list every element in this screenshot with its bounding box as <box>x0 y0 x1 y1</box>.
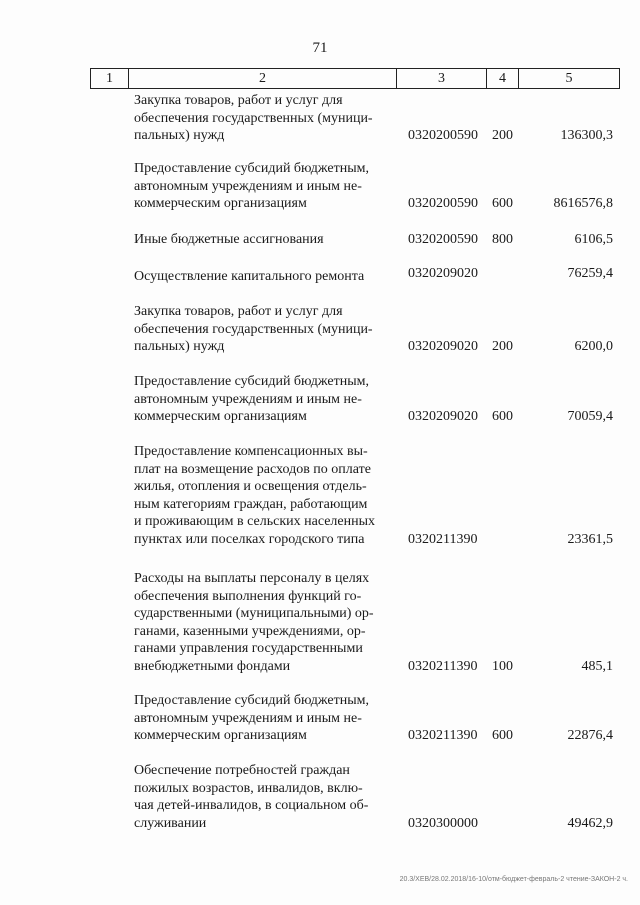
header-col-2: 2 <box>128 69 396 88</box>
row-code: 0320200590 <box>408 128 478 143</box>
row-amount: 485,1 <box>581 659 613 674</box>
row-code: 0320209020 <box>408 266 478 281</box>
row-name: Предоставление субсидий бюджетным, автономным учреждениям и иным не- коммерческим организациям <box>134 161 370 211</box>
row-name: Обеспечение потребностей граждан пожилых возрастов, инвалидов, вклю- чая детей-инвалидов, в социальном об- служивании <box>134 763 369 831</box>
row-code: 0320300000 <box>408 816 478 831</box>
row-amount: 6200,0 <box>574 339 613 354</box>
header-col-3: 3 <box>396 69 486 88</box>
footer-file-path: 20.3/ХЕВ/28.02.2018/16-10/отм-бюджет-февраль-2 чтение-ЗАКОН-2 ч. <box>399 876 628 883</box>
row-code: 0320209020 <box>408 339 478 354</box>
row-code: 0320211390 <box>408 728 478 743</box>
header-col-1: 1 <box>90 69 128 88</box>
row-name: Осуществление капитального ремонта <box>134 269 365 284</box>
header-col-4: 4 <box>486 69 518 88</box>
row-vr: 600 <box>492 728 513 743</box>
row-amount: 22876,4 <box>567 728 613 743</box>
row-amount: 23361,5 <box>567 532 613 547</box>
row-code: 0320211390 <box>408 659 478 674</box>
row-amount: 8616576,8 <box>553 196 613 211</box>
row-vr: 800 <box>492 232 513 247</box>
row-amount: 70059,4 <box>567 409 613 424</box>
row-name: Закупка товаров, работ и услуг для обеспечения государственных (муници- пальных) нужд <box>134 93 373 143</box>
row-amount: 6106,5 <box>574 232 613 247</box>
row-vr: 200 <box>492 339 513 354</box>
row-name: Предоставление субсидий бюджетным, автономным учреждениям и иным не- коммерческим организациям <box>134 693 370 743</box>
row-name: Расходы на выплаты персоналу в целях обеспечения выполнения функций го- сударственными (муниципальными) ор- ганами, казенными учреждениями, ор- ганами управления государственными внебюджетными фондами <box>134 571 374 674</box>
row-name: Предоставление субсидий бюджетным, автономным учреждениям и иным не- коммерческим организациям <box>134 374 370 424</box>
row-code: 0320200590 <box>408 196 478 211</box>
row-code: 0320211390 <box>408 532 478 547</box>
header-col-5: 5 <box>518 69 620 88</box>
row-amount: 136300,3 <box>560 128 613 143</box>
row-code: 0320200590 <box>408 232 478 247</box>
row-name: Иные бюджетные ассигнования <box>134 232 324 247</box>
row-vr: 200 <box>492 128 513 143</box>
row-vr: 600 <box>492 196 513 211</box>
row-vr: 100 <box>492 659 513 674</box>
row-amount: 49462,9 <box>567 816 613 831</box>
row-vr: 600 <box>492 409 513 424</box>
row-amount: 76259,4 <box>567 266 613 281</box>
row-code: 0320209020 <box>408 409 478 424</box>
row-name: Предоставление компенсационных вы- плат на возмещение расходов по оплате жилья, отопления и освещения отдель- ным категориям граждан, работающим и проживающим в сельских населенных пунктах или поселках городского типа <box>134 444 376 547</box>
page-number: 71 <box>312 40 328 56</box>
table-header <box>90 68 620 89</box>
row-name: Закупка товаров, работ и услуг для обеспечения государственных (муници- пальных) нужд <box>134 304 373 354</box>
